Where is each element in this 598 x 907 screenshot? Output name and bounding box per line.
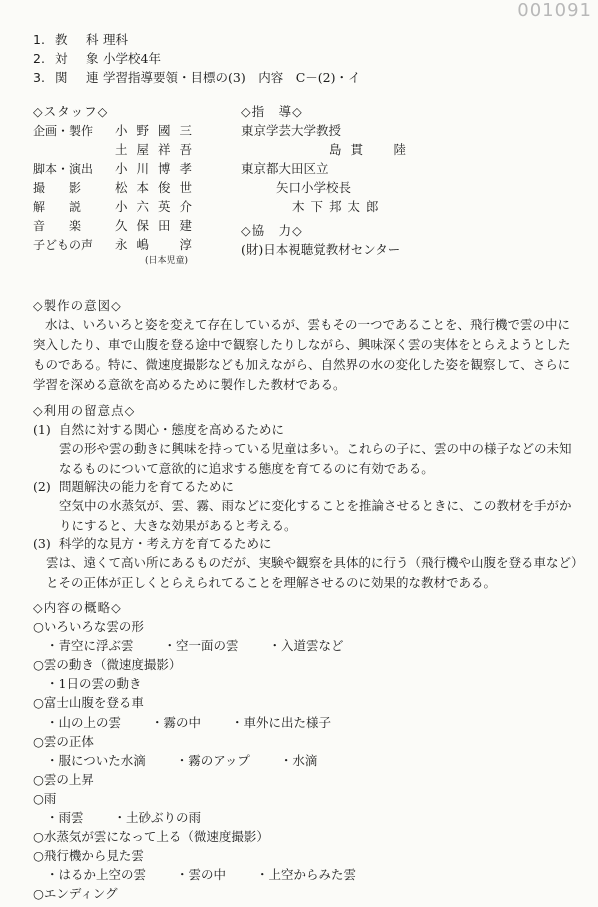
header-key: 教 科 [55,32,102,47]
summary-subitem: ・水滴 [279,753,318,768]
summary-subitems [46,865,386,883]
staff-row [33,178,201,196]
cooperation-title: ◇協 力◇ [241,223,303,238]
summary-subitem: ・はるか上空の雲 [46,867,147,882]
summary-subitem: ・霧のアップ [175,753,250,768]
intent-paragraph: 水は、いろいろと姿を変えて存在しているが、雲もその一つであることを、飛行機で雲の中に突入したり、車で山腹を登る途中で観察したりしながら、興味深く雲の実体をとらえようとしたものである。特に、微速度撮影なども加えながら、自然界の水の変化した姿を観察して、さらに学習を深める意欲を高めるために製作した教材である。 [33,317,571,392]
header-key: 対 象 [55,51,102,66]
staff-role: 解 説 [33,200,82,214]
summary-item: ○雨 [33,791,57,806]
summary-subitems [46,751,347,769]
guidance-line: 島貫 陸 [329,142,416,157]
summary-subitem: ・服についた水滴 [46,753,146,768]
note-item-heading: 問題解決の能力を育てるために [59,479,235,494]
summary-item: ○水蒸気が雲になって上る（微速度撮影） [33,829,269,844]
staff-role: 音 楽 [33,219,82,233]
guidance-line: 東京都大田区立 [241,161,329,176]
summary-subitem: ・上空からみた雲 [256,867,357,882]
header-row-related [33,68,360,86]
summary-title: ◇内容の概略◇ [33,600,122,615]
guidance-line: 木下邦太郎 [292,199,385,214]
note-item-body: 雲は、遠くて高い所にあるものだが、実験や観察を具体的に行う（飛行機や山腹を登る車など）とその正体が正しくとらえられてることを理解させるのに効果的な教材である。 [46,555,578,590]
summary-item: ○飛行機から見た雲 [33,848,144,863]
staff-role: 子どもの声 [33,238,94,252]
note-item-mark: (2) [33,479,51,494]
notes-title: ◇利用の留意点◇ [33,403,136,418]
staff-role: 撮 影 [33,181,82,195]
staff-row [33,216,201,234]
staff-row [33,235,201,253]
note-item-head [33,477,234,495]
summary-subitems [46,808,231,826]
summary-item: ○雲の正体 [33,734,94,749]
intent-title: ◇製作の意図◇ [33,298,122,313]
summary-subitem: ・空一面の雲 [163,638,239,653]
header-value: 学習指導要領・目標の(3) 内容 C－(2)・イ [103,70,361,85]
note-item-body: 空気中の水蒸気が、雲、霧、雨などに変化することを推論させるときに、この教材を手がかりにすると、大きな効果があると考える。 [59,498,572,533]
staff-row [33,159,201,177]
staff-role: 脚本・演出 [33,162,94,176]
summary-subitems [46,713,361,731]
staff-name: 久保田建 [115,218,202,233]
staff-name: 土屋祥吾 [115,142,202,157]
archive-stamp: 001091 [517,0,592,21]
summary-subitem: ・入道雲など [268,638,344,653]
summary-subitem: ・霧の中 [151,715,202,730]
staff-row [33,121,201,139]
summary-subitem: ・山の上の雲 [46,715,122,730]
note-item-head [33,420,284,438]
staff-name: 小野國三 [115,123,202,138]
summary-subitem: ・1日の雲の動き [46,676,142,691]
note-item-heading: 自然に対する関心・態度を高めるために [59,422,285,437]
staff-name: 小六英介 [115,199,202,214]
summary-item: ○エンディング [33,886,118,901]
staff-role: 企画・製作 [33,124,94,138]
note-item-mark: (3) [33,536,51,551]
summary-subitems [46,674,171,692]
header-row-target [33,49,161,67]
header-num: 2. [33,51,45,66]
note-item-mark: (1) [33,422,51,437]
staff-row [33,140,201,158]
summary-subitem: ・雨雲 [46,810,84,825]
guidance-line: 矢口小学校長 [276,180,352,195]
note-item-heading: 科学的な見方・考え方を育てるために [59,536,272,551]
summary-subitem: ・青空に浮ぶ雲 [46,638,134,653]
summary-item: ○雲の上昇 [33,772,94,787]
summary-item: ○いろいろな雲の形 [33,619,144,634]
summary-item: ○雲の動き（微速度撮影） [33,657,182,672]
staff-title: ◇スタッフ◇ [33,104,109,119]
summary-subitem: ・雲の中 [176,867,227,882]
header-num: 3. [33,70,45,85]
note-item-head [33,534,272,552]
summary-item: ○富士山腹を登る車 [33,695,144,710]
header-key: 関 連 [55,70,102,85]
summary-subitems [46,636,374,654]
staff-name: 永嶋 淳 [115,237,202,252]
header-row-subject [33,30,128,48]
guidance-line: 東京学芸大学教授 [241,123,342,138]
guidance-title: ◇指 導◇ [241,104,303,119]
header-value: 理科 [103,32,129,47]
cooperation-org: (財)日本視聴覚教材センター [241,242,401,257]
note-item-body: 雲の形や雲の動きに興味を持っている児童は多い。これらの子に、雲の中の様子などの未知なるものについて意欲的に追求する態度を育てるのに有効である。 [59,441,572,476]
summary-subitem: ・土砂ぶりの雨 [113,810,202,825]
staff-row [33,197,201,215]
staff-name: 小川博孝 [115,161,202,176]
header-value: 小学校4年 [103,51,161,66]
staff-name: 松本俊世 [115,180,202,195]
summary-subitem: ・車外に出た様子 [231,715,332,730]
header-num: 1. [33,32,45,47]
staff-note: (日本児童) [145,256,189,266]
